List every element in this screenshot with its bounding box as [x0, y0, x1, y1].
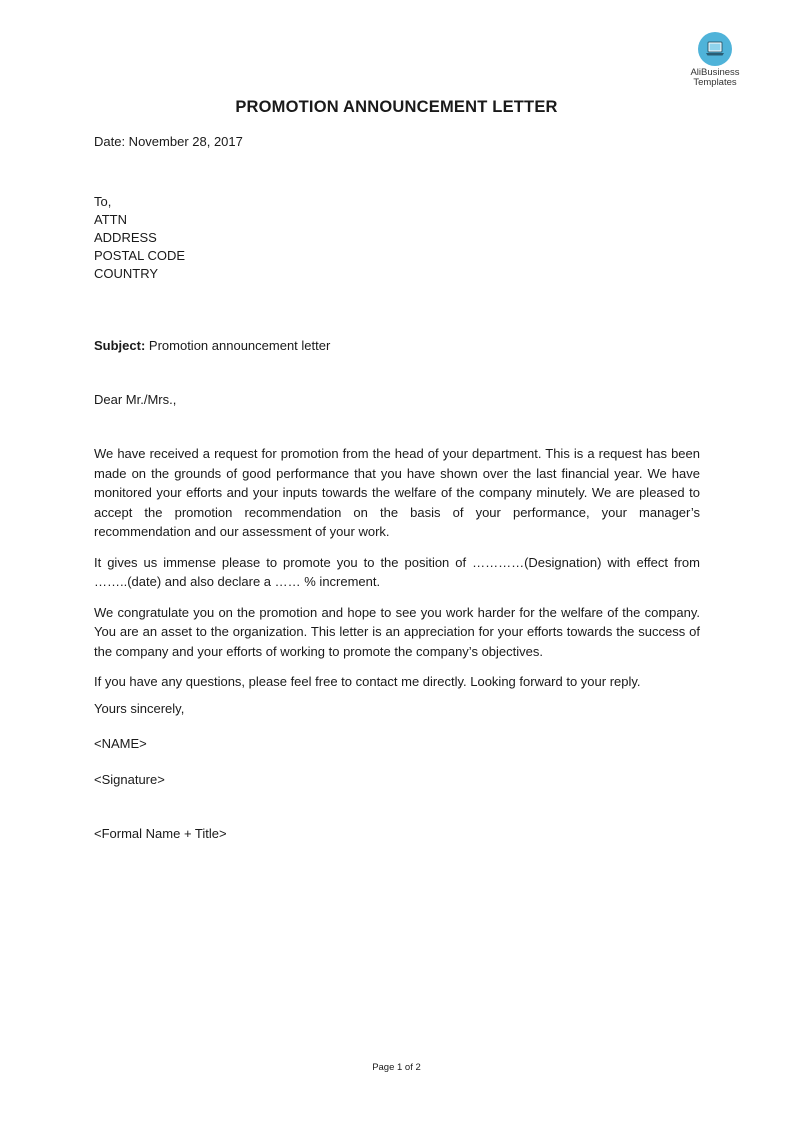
- subject-label: Subject:: [94, 338, 146, 353]
- company-logo: [680, 32, 750, 88]
- body-paragraph: We congratulate you on the promotion and hope to see you work harder for the welfare of the company. You are an asset to the organization. This letter is an appreciation for your efforts towards the success of the company and your efforts of working to promote the company’s objectives.: [94, 604, 700, 659]
- letter-body: [94, 444, 700, 703]
- letter-date: Date: November 28, 2017: [94, 134, 243, 149]
- subject-line: [94, 337, 700, 355]
- logo-text-line1: AliBusiness: [690, 67, 740, 78]
- subject-text: Promotion announcement letter: [145, 338, 331, 353]
- recipient-address: [94, 193, 700, 283]
- address-postal-code: POSTAL CODE: [94, 248, 186, 263]
- page-title: PROMOTION ANNOUNCEMENT LETTER: [235, 98, 558, 116]
- address-to: To,: [94, 194, 112, 209]
- formal-name-title: <Formal Name + Title>: [94, 826, 227, 841]
- body-paragraph: If you have any questions, please feel free to contact me directly. Looking forward to your reply.: [94, 674, 641, 689]
- address-attn: ATTN: [94, 212, 127, 227]
- logo-text-line2: Templates: [693, 77, 737, 88]
- body-paragraph: It gives us immense please to promote you to the position of …………(Designation) with effect from ……..(date) and also declare a …… % increment.: [94, 554, 700, 589]
- address-line: ADDRESS: [94, 230, 157, 245]
- sender-name: <NAME>: [94, 736, 147, 751]
- address-country: COUNTRY: [94, 266, 159, 281]
- page-number: Page 1 of 2: [372, 1062, 421, 1073]
- body-paragraph: We have received a request for promotion from the head of your department. This is a request has been made on the grounds of good performance that you have shown over the last financial year. We have monitored your efforts and your inputs towards the welfare of the company minutely. We are pleased to accept the promotion recommendation on the basis of your performance, your manager’s recommendation and our assessment of your work.: [94, 446, 700, 539]
- salutation: Dear Mr./Mrs.,: [94, 392, 177, 407]
- signature-placeholder: <Signature>: [94, 772, 165, 787]
- sign-off: Yours sincerely,: [94, 701, 185, 716]
- laptop-icon: [698, 32, 732, 66]
